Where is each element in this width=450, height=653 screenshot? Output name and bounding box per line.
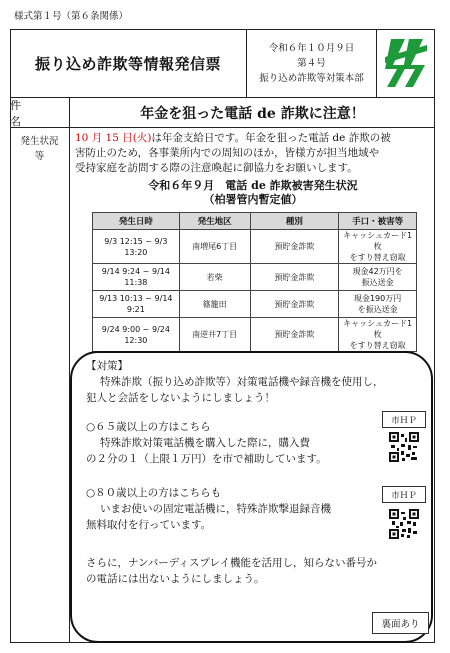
issuing-org: 振り込め詐欺等対策本部 [259, 72, 364, 84]
section-80-title: ○８０歳以上の方はこちらも [86, 487, 222, 499]
status-label: 発生状況 等 [10, 128, 70, 643]
table-row: 9/14 9:24 ~ 9/14 11:38 若柴 預貯金詐欺 現金42万円を 振込送金 [93, 264, 417, 291]
issue-number: 第４号 [297, 57, 326, 69]
damage-table-title: 令和６年９月 電話 de 詐欺被害発生状況 （柏署管内暫定値） [148, 179, 358, 206]
measures-para1-line1: 特殊詐欺（振り込め詐欺等）対策電話機や録音機を使用し， [100, 376, 384, 388]
subject-label: 件 名 [10, 98, 70, 128]
document-title: 振り込め詐欺等情報発信票 [34, 54, 221, 73]
header-logo-cell [377, 29, 435, 98]
section-65-line1: 特殊詐欺対策電話機を購入した際に，購入費 [100, 437, 310, 449]
table-row: 9/24 9:00 ~ 9/24 12:30 南逆井7丁目 預貯金詐欺 キャッシュカード1枚 をすり替え窃取 [93, 318, 417, 352]
closing-line1: さらに，ナンバーディスプレイ機能を活用し，知らない番号か [86, 557, 377, 569]
qr-code-icon[interactable] [389, 509, 419, 539]
measures-heading: 【対策】 [86, 360, 128, 372]
issue-date: 令和６年１０月９日 [268, 42, 355, 54]
column-header: 手口・被害等 [339, 213, 417, 230]
damage-table [92, 212, 417, 352]
qr-code-icon[interactable] [389, 432, 419, 462]
column-header: 種別 [250, 213, 339, 230]
closing-line2: の電話には出ないようにしましょう。 [86, 573, 265, 585]
city-logo-icon [383, 35, 429, 91]
table-row: 9/3 12:15 ~ 9/3 13:20 南増尾6丁目 預貯金詐欺 キャッシュカード1枚 をすり替え窃取 [93, 230, 417, 264]
form-number: 様式第１号（第６条関係） [14, 11, 129, 22]
header-info-cell [247, 29, 377, 98]
column-header: 発生地区 [179, 213, 250, 230]
section-65-title: ○６５歳以上の方はこちら [86, 421, 211, 433]
measures-para1-line2: 犯人と会話をしないようにしましょう！ [86, 392, 275, 404]
status-intro: 10 月 15 日(火)は年金支給日です。年金を狙った電話 de 詐欺の被 害防止のため，各事業所内での周知のほか，皆様方が担当地域や 受持家庭を訪問する際の注意喚起に御協力をお願いします。 [75, 132, 391, 174]
city-hp-link[interactable]: 市ＨＰ [382, 411, 426, 428]
section-65-line2: の２分の１（上限１万円）を市で補助しています。 [86, 453, 327, 465]
table-row: 9/13 10:13 ~ 9/14 9:21 篠籠田 預貯金詐欺 現金190万円 を振込送金 [93, 291, 417, 318]
column-header: 発生日時 [93, 213, 180, 230]
reverse-side-note: 裏面あり [372, 612, 429, 634]
city-hp-link[interactable]: 市ＨＰ [382, 486, 426, 503]
header-title-cell [10, 29, 247, 98]
pension-date: 10 月 15 日(火) [75, 132, 152, 144]
subject-text: 年金を狙った電話 de 詐欺に注意！ [70, 98, 435, 128]
section-80-line1: いまお使いの固定電話機に，特殊詐欺撃退録音機 [100, 503, 331, 515]
section-80-line2: 無料取付を行っています。 [86, 519, 212, 531]
